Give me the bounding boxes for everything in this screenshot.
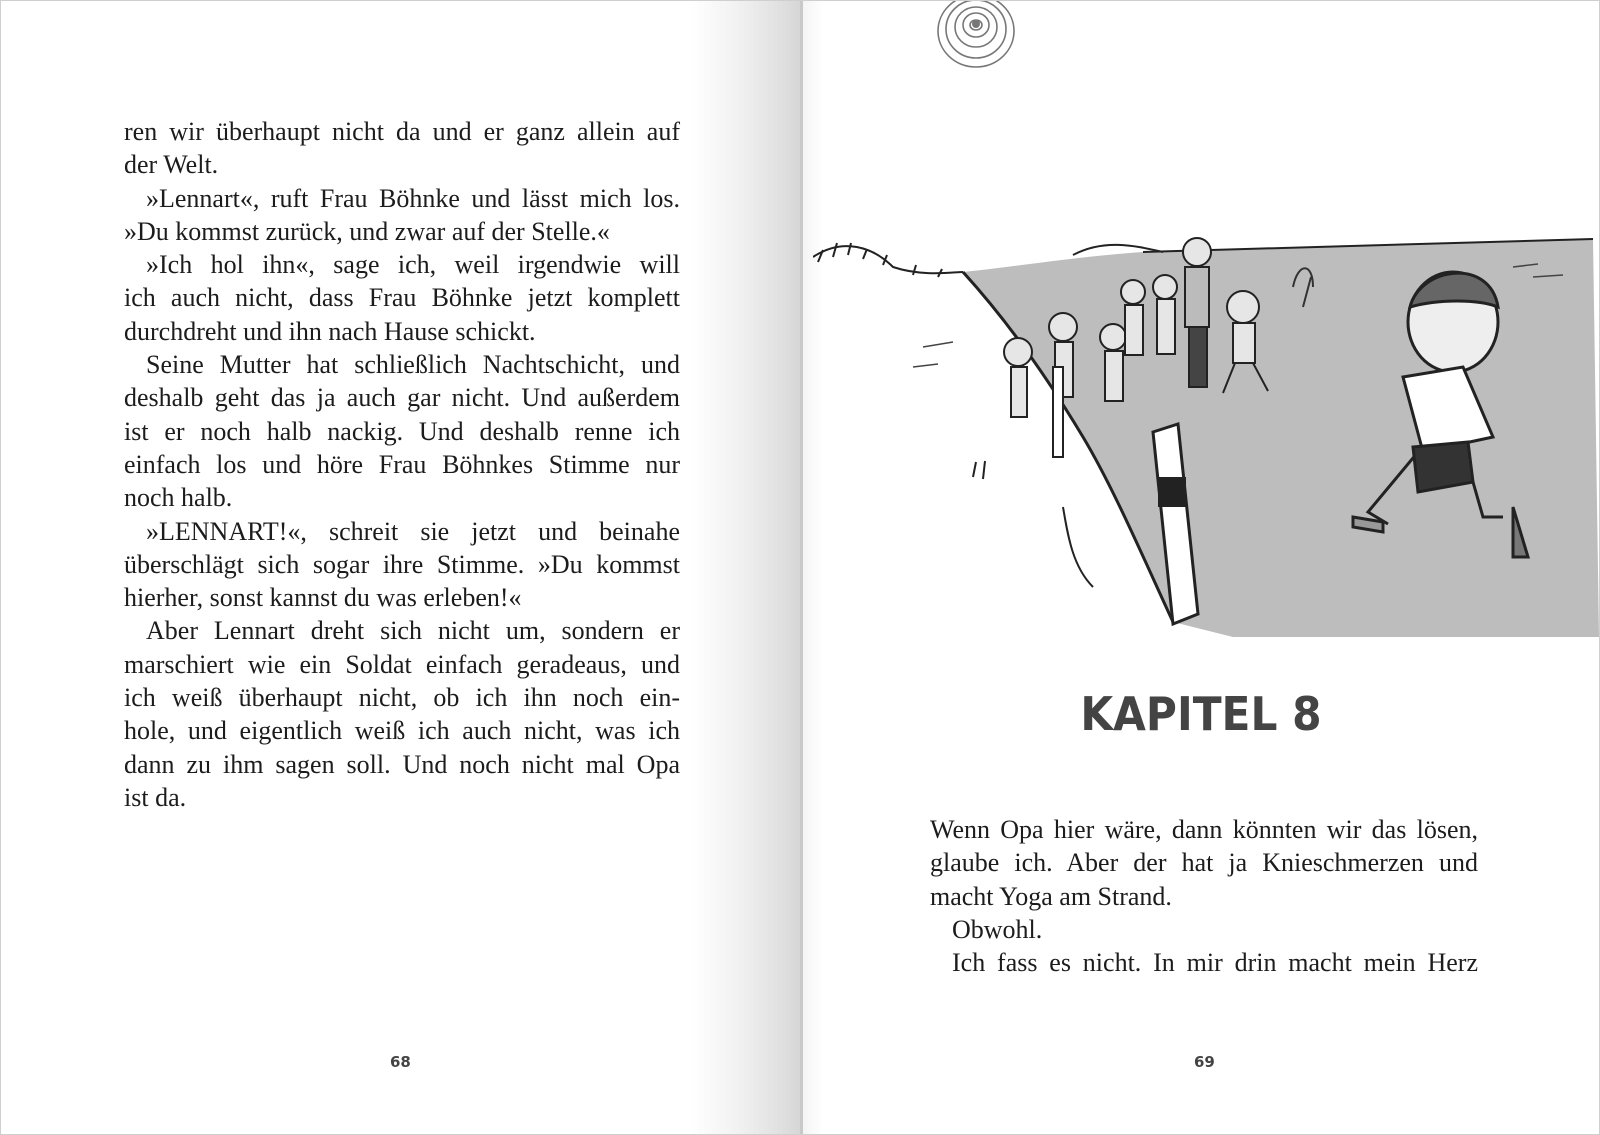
page-number-right: 69 xyxy=(1194,1053,1215,1071)
text-line: einfach los und höre Frau Böhnkes Stimme nur xyxy=(124,449,680,479)
text-line: durchdreht und ihn nach Hause schickt. xyxy=(124,316,536,346)
text-line: ich weiß überhaupt nicht, ob ich ihn noch ein- xyxy=(124,683,680,713)
text-line: »Lennart«, ruft Frau Böhnke und lässt mich los. xyxy=(146,183,680,213)
text-line: Wenn Opa hier wäre, dann könnten wir das lösen, xyxy=(930,815,1478,844)
text-line: Obwohl. xyxy=(952,914,1043,944)
text-line: Aber Lennart dreht sich nicht um, sondern er xyxy=(146,616,680,646)
right-page xyxy=(803,1,1599,1134)
chapter-illustration xyxy=(813,227,1599,637)
right-page-text xyxy=(930,813,1478,979)
text-line: Seine Mutter hat schließlich Nachtschicht, und xyxy=(146,350,680,380)
text-line: hierher, sonst kannst du was erleben!« xyxy=(124,583,522,613)
spiral-doodle-icon xyxy=(921,1,1031,81)
text-line: der Welt. xyxy=(124,150,219,180)
text-line: ren wir überhaupt nicht da und er ganz allein auf xyxy=(124,117,680,146)
text-line: glaube ich. Aber der hat ja Knieschmerzen und xyxy=(930,848,1478,878)
chapter-title: KAPITEL 8 xyxy=(1080,687,1322,741)
text-line: ist da. xyxy=(124,782,187,812)
left-page-text xyxy=(124,115,680,814)
text-line: dann zu ihm sagen soll. Und noch nicht mal Opa xyxy=(124,749,680,779)
text-line: noch halb. xyxy=(124,483,233,513)
text-line: »Ich hol ihn«, sage ich, weil irgendwie will xyxy=(146,250,680,280)
text-line: marschiert wie ein Soldat einfach geradeaus, und xyxy=(124,649,680,679)
page-number-left: 68 xyxy=(390,1053,411,1071)
text-line: ist er noch halb nackig. Und deshalb renne ich xyxy=(124,416,680,446)
text-line: »Du kommst zurück, und zwar auf der Stelle.« xyxy=(124,216,610,246)
left-page xyxy=(1,1,802,1134)
text-line: macht Yoga am Strand. xyxy=(930,881,1172,911)
text-line: hole, und eigentlich weiß ich auch nicht, was ich xyxy=(124,716,680,746)
text-line: »LENNART!«, schreit sie jetzt und beinahe xyxy=(146,516,680,546)
text-line: ich auch nicht, dass Frau Böhnke jetzt komplett xyxy=(124,283,680,313)
text-line: deshalb geht das ja auch gar nicht. Und außerdem xyxy=(124,383,680,413)
text-line: Ich fass es nicht. In mir drin macht mein Herz xyxy=(952,948,1478,978)
text-line: überschlägt sich sogar ihre Stimme. »Du kommst xyxy=(124,549,680,579)
